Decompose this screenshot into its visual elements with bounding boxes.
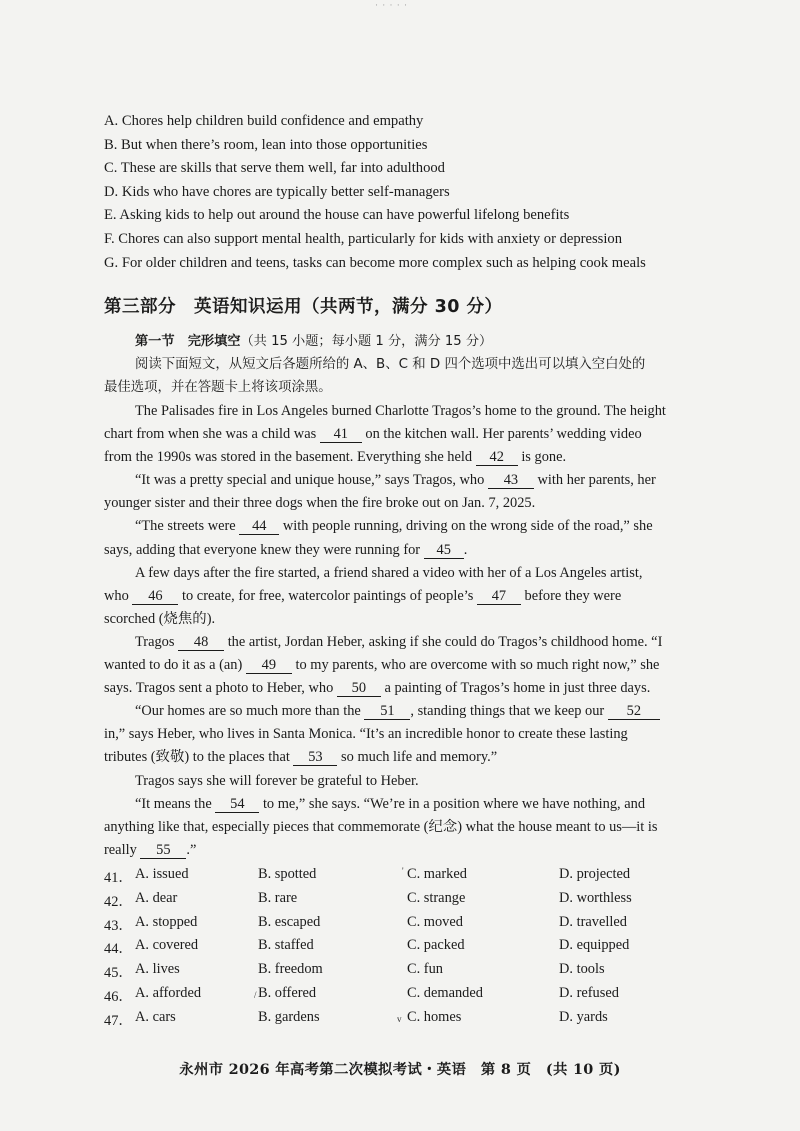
passage-line bbox=[104, 631, 698, 654]
option-list bbox=[104, 110, 704, 275]
choice-c: C. packed bbox=[407, 937, 465, 953]
passage-line: anything like that, especially pieces that commemorate (纪念) what the house meant to us—it is bbox=[104, 818, 658, 835]
passage-text: .” bbox=[186, 841, 197, 858]
header-scan-mark: · · · · · bbox=[375, 0, 408, 10]
question-41 bbox=[104, 866, 704, 890]
choice-d: D. equipped bbox=[559, 937, 630, 953]
choice-c: C. marked bbox=[407, 866, 467, 882]
choice-a: A. covered bbox=[135, 937, 199, 953]
blank-46: 46 bbox=[132, 589, 178, 605]
choice-d: D. travelled bbox=[559, 914, 627, 930]
passage-text: says, adding that everyone knew they were running for bbox=[104, 541, 421, 558]
passage-text: wanted to do it as a (an) bbox=[104, 657, 243, 674]
passage-text: “It means the bbox=[135, 795, 212, 812]
option-c: C. These are skills that serve them well, far into adulthood bbox=[104, 160, 445, 177]
choice-b: B. rare bbox=[258, 890, 298, 906]
blank-55: 55 bbox=[140, 843, 186, 859]
instruction-line-2: 最佳选项，并在答题卡上将该项涂黑。 bbox=[104, 379, 332, 395]
option-f: F. Chores can also support mental health, particularly for kids with anxiety or depression bbox=[104, 230, 623, 247]
passage-line: scorched (烧焦的). bbox=[104, 610, 216, 627]
choice-d: D. projected bbox=[559, 866, 631, 882]
choice-a: A. lives bbox=[135, 961, 180, 977]
passage-line bbox=[104, 793, 698, 816]
choice-a: A. cars bbox=[135, 1009, 176, 1025]
passage-text: to me,” she says. “We’re in a position where we have nothing, and bbox=[262, 795, 646, 812]
pencil-tick-mark: ' bbox=[402, 866, 404, 876]
blank-48: 48 bbox=[178, 635, 224, 651]
question-number: 47． bbox=[104, 1013, 133, 1029]
passage-text: chart from when she was a child was bbox=[104, 426, 317, 443]
choice-d: D. tools bbox=[559, 961, 605, 977]
choice-b: B. escaped bbox=[258, 914, 321, 930]
choice-b: B. staffed bbox=[258, 937, 314, 953]
question-42 bbox=[104, 890, 704, 914]
passage-text: really bbox=[104, 841, 137, 858]
passage-text: tributes (致敬) to the places that bbox=[104, 749, 290, 766]
blank-43: 43 bbox=[488, 473, 534, 489]
passage-text: to create, for free, watercolor paintings of people’s bbox=[182, 587, 474, 604]
choice-b: B. spotted bbox=[258, 866, 317, 882]
passage-text: the artist, Jordan Heber, asking if she could do Tragos’s childhood home. “I bbox=[227, 633, 663, 650]
blank-45: 45 bbox=[424, 543, 464, 559]
blank-54: 54 bbox=[215, 797, 259, 813]
choice-b: B. gardens bbox=[258, 1009, 320, 1025]
question-number: 42． bbox=[104, 894, 133, 910]
passage-text: , standing things that we keep our bbox=[410, 703, 605, 720]
choice-c: C. moved bbox=[407, 914, 463, 930]
passage-text: before they were bbox=[524, 587, 622, 604]
passage-line bbox=[104, 539, 698, 562]
passage-line bbox=[104, 746, 698, 769]
passage-line: Tragos says she will forever be grateful to Heber. bbox=[135, 772, 419, 789]
choice-a: A. issued bbox=[135, 866, 189, 882]
passage-line bbox=[104, 700, 698, 723]
passage-line bbox=[104, 585, 698, 608]
passage-text: with people running, driving on the wrong side of the road,” she bbox=[282, 518, 653, 535]
option-b: B. But when there’s room, lean into those opportunities bbox=[104, 136, 428, 153]
passage-line bbox=[104, 423, 698, 446]
pencil-tick-mark: / bbox=[254, 990, 257, 1000]
blank-52: 52 bbox=[608, 704, 660, 720]
passage-line: younger sister and their three dogs when the fire broke out on Jan. 7, 2025. bbox=[104, 495, 536, 512]
choice-d: D. refused bbox=[559, 985, 619, 1001]
option-e: E. Asking kids to help out around the house can have powerful lifelong benefits bbox=[104, 207, 570, 224]
blank-53: 53 bbox=[293, 750, 337, 766]
passage-text: says. Tragos sent a photo to Heber, who bbox=[104, 680, 334, 697]
blank-51: 51 bbox=[364, 704, 410, 720]
page-footer: 永州市 2026 年高考第二次模拟考试・英语 第 8 页 (共 10 页) bbox=[179, 1061, 621, 1078]
question-44 bbox=[104, 937, 704, 961]
choice-c: C. homes bbox=[407, 1009, 462, 1025]
option-g: G. For older children and teens, tasks can become more complex such as helping cook meals bbox=[104, 254, 646, 271]
pencil-tick-mark: v bbox=[397, 1014, 402, 1024]
passage-text: a painting of Tragos’s home in just three days. bbox=[384, 680, 651, 697]
option-d: D. Kids who have chores are typically better self-managers bbox=[104, 183, 450, 200]
passage-text: to my parents, who are overcome with so much right now,” she bbox=[295, 657, 660, 674]
passage-text: “It was a pretty special and unique house,” says Tragos, who bbox=[135, 472, 485, 489]
choice-a: A. stopped bbox=[135, 914, 198, 930]
passage-text: who bbox=[104, 587, 129, 604]
passage-line: The Palisades fire in Los Angeles burned Charlotte Tragos’s home to the ground. The height bbox=[135, 403, 666, 419]
passage-text: “The streets were bbox=[135, 518, 236, 535]
passage-line: A few days after the fire started, a friend shared a video with her of a Los Angeles artist, bbox=[135, 564, 643, 581]
choice-c: C. strange bbox=[407, 890, 466, 906]
passage-line bbox=[104, 839, 698, 862]
option-a: A. Chores help children build confidence and empathy bbox=[104, 113, 424, 129]
question-number: 43． bbox=[104, 918, 133, 934]
blank-49: 49 bbox=[246, 658, 292, 674]
passage-line bbox=[104, 446, 698, 469]
question-46 bbox=[104, 985, 704, 1009]
passage-text: is gone. bbox=[521, 449, 567, 466]
question-number: 41． bbox=[104, 870, 133, 886]
choice-c: C. demanded bbox=[407, 985, 483, 1001]
instructions bbox=[104, 354, 698, 399]
choice-c: C. fun bbox=[407, 961, 443, 977]
passage-text: with her parents, her bbox=[537, 472, 656, 489]
cloze-passage bbox=[104, 400, 698, 862]
question-number: 46． bbox=[104, 989, 133, 1005]
choice-a: A. afforded bbox=[135, 985, 202, 1001]
passage-line bbox=[104, 469, 698, 492]
passage-text: “Our homes are so much more than the bbox=[135, 703, 361, 720]
question-number: 45． bbox=[104, 965, 133, 981]
choice-b: B. freedom bbox=[258, 961, 323, 977]
blank-50: 50 bbox=[337, 681, 381, 697]
choice-b: B. offered bbox=[258, 985, 317, 1001]
passage-text: so much life and memory.” bbox=[341, 749, 498, 766]
passage-line bbox=[104, 677, 698, 700]
choice-a: A. dear bbox=[135, 890, 178, 906]
blank-42: 42 bbox=[476, 450, 518, 466]
passage-text: Tragos bbox=[135, 633, 175, 650]
question-43 bbox=[104, 914, 704, 938]
subsection-title: 第一节 完形填空 bbox=[135, 334, 241, 349]
blank-44: 44 bbox=[239, 519, 279, 535]
passage-text: on the kitchen wall. Her parents’ wedding video bbox=[365, 426, 642, 443]
passage-text: from the 1990s was stored in the basement. Everything she held bbox=[104, 449, 473, 466]
passage-line bbox=[104, 515, 698, 538]
question-number: 44． bbox=[104, 941, 133, 957]
subsection-heading bbox=[135, 330, 492, 349]
passage-text: . bbox=[463, 541, 468, 558]
passage-line bbox=[104, 654, 698, 677]
section-title: 第三部分 英语知识运用（共两节，满分 30 分） bbox=[104, 297, 503, 317]
choice-d: D. yards bbox=[559, 1009, 608, 1025]
question-47 bbox=[104, 1009, 704, 1033]
instruction-line-1: 阅读下面短文，从短文后各题所给的 A、B、C 和 D 四个选项中选出可以填入空白处的 bbox=[135, 357, 646, 372]
passage-line: in,” says Heber, who lives in Santa Monica. “It’s an incredible honor to create these lasting bbox=[104, 726, 628, 743]
choice-d: D. worthless bbox=[559, 890, 632, 906]
blank-47: 47 bbox=[477, 589, 521, 605]
question-45 bbox=[104, 961, 704, 985]
subsection-points: （共 15 小题；每小题 1 分，满分 15 分） bbox=[240, 334, 493, 349]
blank-41: 41 bbox=[320, 427, 362, 443]
